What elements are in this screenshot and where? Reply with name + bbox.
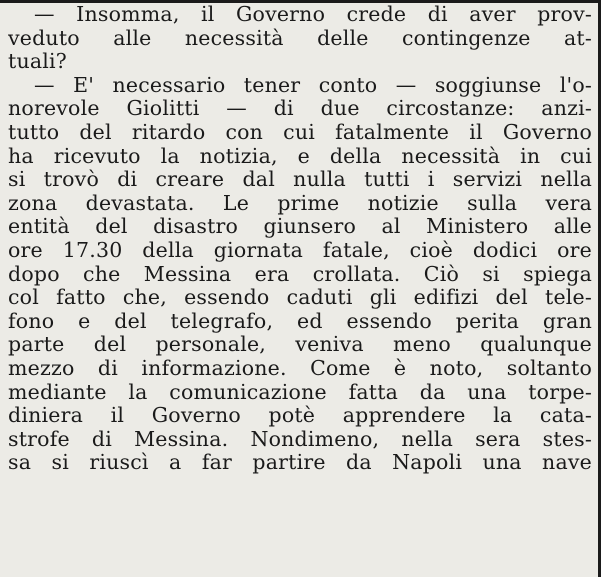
text-line: ore 17.30 della giornata fatale, cioè dodici ore [8,238,592,262]
text-line: diniera il Governo potè apprendere la cata- [8,404,592,428]
text-line: tutto del ritardo con cui fatalmente il Governo [8,120,592,144]
text-line: parte del personale, veniva meno qualunque [8,333,592,357]
text-line: tuali? [8,50,67,74]
text-line: col fatto che, essendo caduti gli edifizi del tele- [8,286,592,310]
text-line: sa si riuscì a far partire da Napoli una nave [8,451,592,475]
text-line: si trovò di creare dal nulla tutti i servizi nella [8,168,592,192]
text-line: — E' necessario tener conto — soggiunse l'o- [34,73,592,97]
text-line: entità del disastro giunsero al Ministero alle [8,215,592,239]
paragraph-answer [8,74,592,475]
text-line: mediante la comunicazione fatta da una torpe- [8,380,592,404]
text-column [8,3,592,475]
paragraph-question [8,3,592,74]
text-line: ha ricevuto la notizia, e della necessità in cui [8,144,592,168]
text-line: veduto alle necessità delle contingenze at- [8,26,592,50]
text-line: — Insomma, il Governo crede di aver prov- [34,3,592,26]
text-line: zona devastata. Le prime notizie sulla vera [8,191,592,215]
text-line: norevole Giolitti — di due circostanze: anzi- [8,97,592,121]
text-line: fono e del telegrafo, ed essendo perita gran [8,309,592,333]
text-line: mezzo di informazione. Come è noto, soltanto [8,356,592,380]
text-line: strofe di Messina. Nondimeno, nella sera stes- [8,427,592,451]
text-line: dopo che Messina era crollata. Ciò si spiega [8,262,592,286]
